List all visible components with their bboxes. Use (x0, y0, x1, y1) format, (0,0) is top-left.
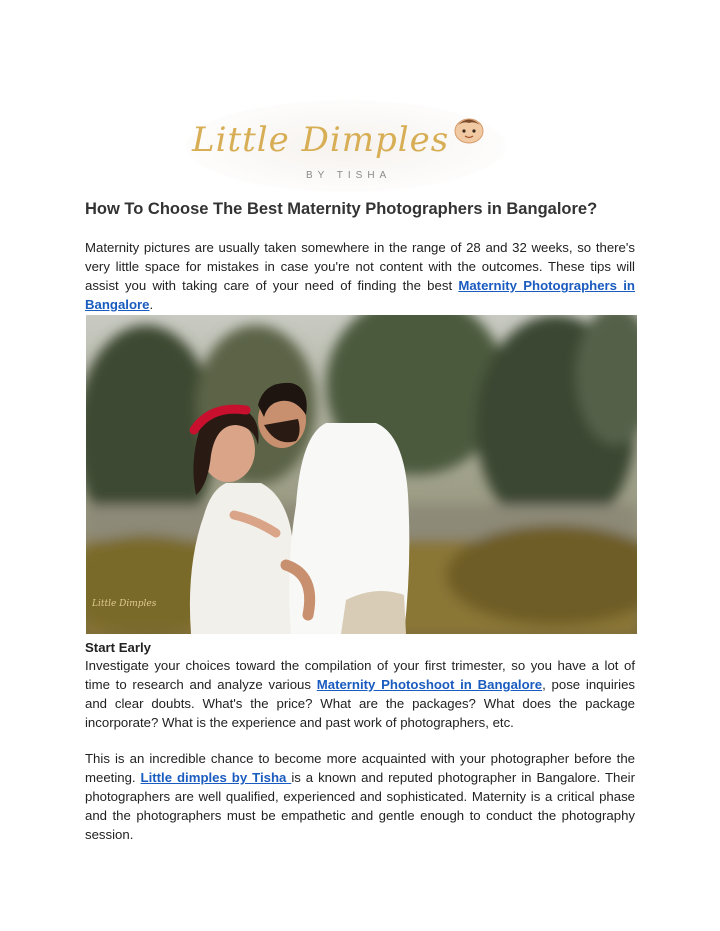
maternity-couple-photo (86, 315, 637, 634)
start-early-text-end: , pose inquiries and clear doubts. What's the price? What are the packages? What does the package incorporate? What is the experience and past work of photographers, etc. (85, 677, 635, 730)
logo-tagline: BY TISHA (306, 170, 392, 181)
intro-end: . (149, 297, 154, 312)
photo-illustration (86, 315, 637, 634)
page-title: How To Choose The Best Maternity Photographers in Bangalore? (85, 200, 598, 218)
baby-face-icon (452, 116, 486, 144)
start-early-heading: Start Early (85, 640, 151, 655)
maternity-photoshoot-link[interactable]: Maternity Photoshoot in Bangalore (316, 677, 543, 692)
start-early-text: Investigate your choices toward the compilation of your first trimester, so you have a lot of time to research and analyze various (85, 658, 635, 692)
photographer-text: This is an incredible chance to become more acquainted with your photographer before the meeting. (85, 751, 635, 785)
maternity-photographers-link[interactable]: Maternity Photographers in Bangalore (85, 278, 635, 312)
logo-wordmark: Little Dimples (192, 120, 450, 160)
intro-text: Maternity pictures are usually taken somewhere in the range of 28 and 32 weeks, so there's very little space for mistakes in case you're not content with the outcomes. These tips will assist you with taking care of your need of finding the best (85, 240, 635, 293)
photographer-text-end: is a known and reputed photographer in Bangalore. Their photographers are well qualified, experienced and sophisticated. Maternity is a critical phase and the photographers must be empathetic and gentle enough to conduct the photography session. (85, 770, 635, 842)
photo-watermark: Little Dimples (92, 599, 157, 609)
little-dimples-link[interactable]: Little dimples by Tisha (140, 770, 292, 785)
brand-logo (186, 96, 508, 194)
intro-paragraph (85, 238, 635, 314)
start-early-paragraph (85, 656, 635, 732)
photographer-paragraph (85, 749, 635, 844)
